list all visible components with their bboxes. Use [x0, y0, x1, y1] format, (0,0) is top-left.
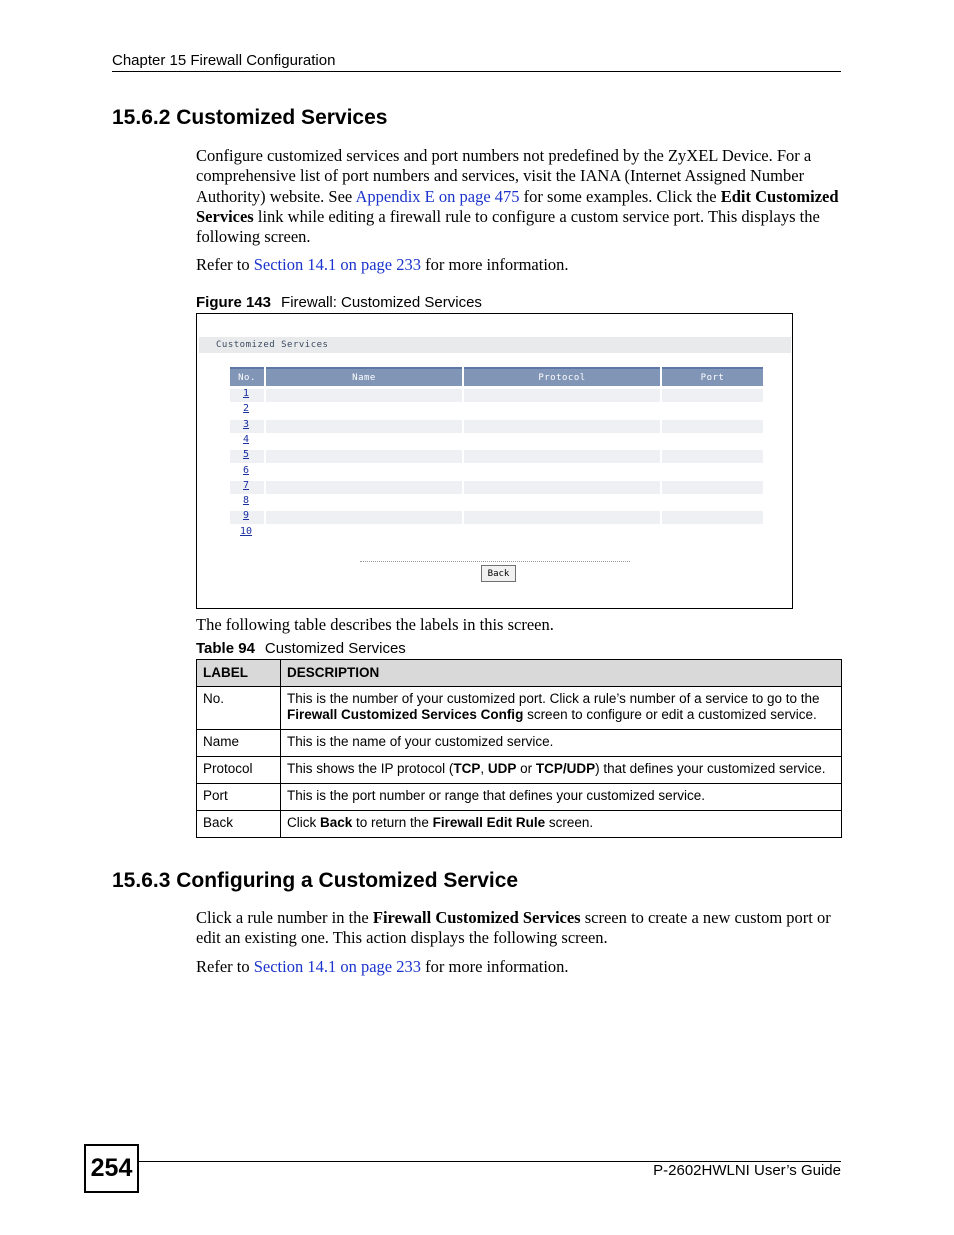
text: Click [287, 815, 320, 830]
row-background [464, 450, 660, 463]
text: for some examples. Click the [519, 186, 721, 206]
text: ) that defines your customized service. [595, 761, 826, 776]
dotted-divider [360, 561, 630, 562]
row-background [662, 420, 763, 433]
figure-caption [196, 294, 482, 311]
row-background [662, 389, 763, 402]
row-background [464, 481, 660, 494]
text: or [516, 761, 536, 776]
back-button[interactable]: Back [481, 565, 516, 582]
text: Click a rule number in the [196, 908, 373, 927]
text: for more information. [421, 255, 569, 274]
service-number-link[interactable]: 2 [243, 403, 250, 415]
text: This shows the IP protocol ( [287, 761, 454, 776]
table-row [197, 811, 842, 838]
text: This is the port number or range that defines your customized service. [287, 788, 705, 803]
row-description [281, 784, 842, 811]
row-description [281, 687, 842, 730]
row-background [464, 511, 660, 524]
header-description: DESCRIPTION [281, 660, 842, 687]
text: screen. [545, 815, 594, 830]
table-title: Customized Services [264, 640, 406, 657]
section-heading-15-6-2: 15.6.2 Customized Services [112, 106, 388, 129]
text: screen to create a new custom port or edit an existing one. This action displays the following screen. [196, 908, 831, 948]
table-caption [196, 640, 406, 657]
row-description [281, 757, 842, 784]
figure-label: Figure 143 [196, 294, 272, 311]
row-background [662, 481, 763, 494]
appendix-e-link[interactable]: Appendix E on page 475 [355, 186, 520, 206]
row-label: Port [197, 784, 281, 811]
row-label: No. [197, 687, 281, 730]
column-header-name: Name [266, 367, 462, 386]
bold-term: TCP/UDP [535, 761, 596, 776]
table-body [197, 687, 842, 838]
figure-screenshot [196, 313, 793, 609]
page-number: 254 [84, 1144, 139, 1193]
section-14-1-link[interactable]: Section 14.1 on page 233 [253, 957, 421, 976]
row-background [662, 450, 763, 463]
text: This is the number of your customized port. Click a rule’s number of a service to go to the [287, 691, 820, 706]
service-number-link[interactable]: 9 [243, 510, 250, 522]
bold-term: Firewall Customized Services [372, 908, 581, 927]
row-label: Name [197, 730, 281, 757]
row-background [266, 511, 462, 524]
column-header-protocol: Protocol [464, 367, 660, 386]
bold-term: Firewall Customized Services Config [287, 707, 524, 722]
bold-term: TCP [453, 761, 481, 776]
text: Configure customized services and port numbers not predefined by the ZyXEL Device. For a comprehensive list of port numbers and services, visit the IANA (Internet Assigned Number Authority) website. See [196, 146, 812, 206]
text: for more information. [421, 957, 569, 976]
row-background [662, 511, 763, 524]
table-header-row [197, 660, 842, 687]
text: , [480, 761, 488, 776]
panel-title: Customized Services [216, 340, 329, 350]
row-background [266, 389, 462, 402]
row-background [464, 389, 660, 402]
service-number-link[interactable]: 1 [243, 388, 250, 399]
column-header-no: No. [230, 367, 264, 386]
figure-title: Firewall: Customized Services [281, 294, 482, 311]
row-description [281, 730, 842, 757]
section2-paragraph [196, 908, 841, 949]
bold-term: Edit Customized Services [196, 186, 839, 226]
section2-refer-paragraph [196, 957, 841, 977]
service-number-link[interactable]: 7 [243, 479, 250, 491]
row-background [266, 420, 462, 433]
section-14-1-link[interactable]: Section 14.1 on page 233 [253, 255, 421, 274]
column-header-port: Port [662, 367, 763, 386]
bold-term: Back [320, 815, 353, 830]
row-description [281, 811, 842, 838]
running-header: Chapter 15 Firewall Configuration [112, 52, 336, 69]
table-row [197, 784, 842, 811]
bold-term: Firewall Edit Rule [432, 815, 546, 830]
service-number-link[interactable]: 10 [240, 525, 253, 537]
header-label: LABEL [197, 660, 281, 687]
service-number-link[interactable]: 6 [243, 464, 250, 476]
text: Refer to [196, 957, 254, 976]
text: screen to configure or edit a customized service. [523, 707, 817, 722]
service-number-link[interactable]: 4 [243, 433, 250, 445]
row-label: Back [197, 811, 281, 838]
section1-paragraph [196, 146, 841, 247]
guide-title: P-2602HWLNI User’s Guide [653, 1162, 841, 1179]
table-label: Table 94 [196, 640, 255, 657]
service-number-link[interactable]: 5 [243, 449, 250, 461]
table-row [197, 757, 842, 784]
table-row [197, 687, 842, 730]
row-label: Protocol [197, 757, 281, 784]
row-background [464, 420, 660, 433]
bold-term: UDP [487, 761, 517, 776]
header-rule [112, 71, 841, 72]
text: link while editing a firewall rule to configure a custom service port. This displays the following screen. [196, 206, 820, 247]
service-number-link[interactable]: 3 [243, 418, 250, 430]
row-background [266, 481, 462, 494]
text: This is the name of your customized service. [287, 734, 554, 749]
table-intro: The following table describes the labels in this screen. [196, 615, 554, 634]
section-heading-15-6-3: 15.6.3 Configuring a Customized Service [112, 869, 519, 892]
text: to return the [352, 815, 433, 830]
row-background [266, 450, 462, 463]
service-number-link[interactable]: 8 [243, 495, 250, 507]
table-row [197, 730, 842, 757]
description-table [196, 659, 842, 838]
section1-refer-paragraph [196, 255, 841, 275]
text: Refer to [196, 255, 254, 274]
